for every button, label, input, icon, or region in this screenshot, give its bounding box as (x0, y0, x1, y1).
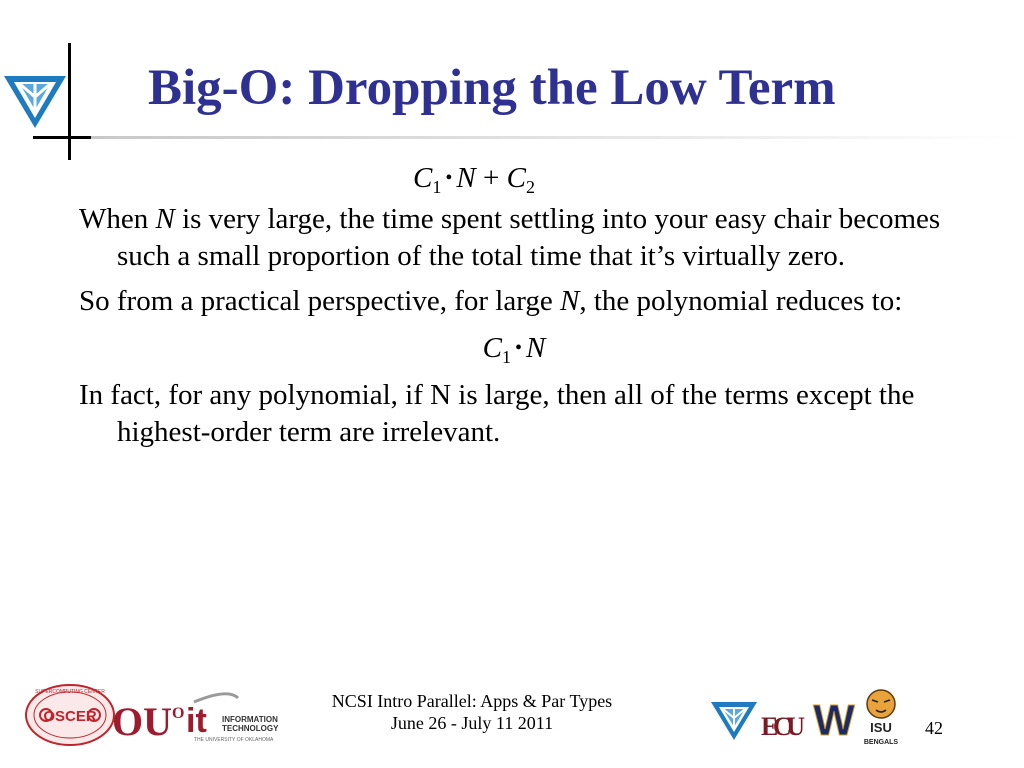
formula-full (79, 158, 869, 201)
formula-n: N (456, 162, 476, 194)
para1-post: is very large, the time spent settling into your easy chair becomes such a small proportion of the total time that it’s virtually zero. (117, 203, 941, 272)
formula2-c1: C (482, 332, 502, 364)
paragraph-practical (79, 283, 959, 320)
triangle-logo-icon (2, 70, 68, 130)
para2-n: N (559, 285, 580, 317)
para2-pre: So from a practical perspective, for large (79, 285, 560, 317)
page-number: 42 (925, 718, 943, 738)
svg-text:O: O (172, 705, 185, 722)
slide-body (79, 158, 959, 459)
oit-label-2: TECHNOLOGY (222, 724, 279, 733)
wsu-logo-icon (806, 696, 862, 745)
formula-c2-sub: 2 (525, 177, 535, 197)
oit-label-3: THE UNIVERSITY OF OKLAHOMA (194, 737, 274, 743)
ou-text: OU (112, 699, 172, 744)
wsu-text: W (813, 696, 855, 745)
formula-plus: + (483, 162, 500, 194)
isu-bengals-logo-icon (862, 688, 900, 750)
oit-text: it (186, 702, 207, 740)
footer-line-1: NCSI Intro Parallel: Apps & Par Types (331, 691, 613, 711)
isu-text: ISU (870, 720, 892, 735)
ou-logo-icon (112, 683, 172, 749)
oit-label-1: INFORMATION (222, 715, 278, 724)
ou-it-logo-icon (168, 688, 288, 744)
header-horizontal-line (33, 136, 91, 139)
title-rule (91, 136, 1024, 139)
formula-c2: C (506, 162, 526, 194)
para1-n: N (155, 203, 175, 235)
formula-c1: C (413, 162, 433, 194)
ecu-logo-icon (759, 697, 807, 747)
formula-dot: • (445, 167, 453, 189)
oscer-ring-text: SUPERCOMPUTING CENTER (35, 689, 105, 695)
oscer-logo-icon (24, 683, 116, 747)
oscer-text: OSCER (43, 708, 97, 725)
formula2-c1-sub: 1 (501, 347, 511, 367)
formula2-n: N (526, 332, 546, 364)
slide-title: Big-O: Dropping the Low Term (148, 60, 836, 116)
formula2-dot: • (514, 337, 522, 359)
isu-label: BENGALS (863, 739, 899, 746)
footer-caption (300, 690, 644, 734)
formula-reduced (79, 328, 949, 371)
para1-pre: When (79, 203, 156, 235)
formula-c1-sub: 1 (432, 177, 442, 197)
footer-line-2: June 26 - July 11 2011 (390, 713, 554, 733)
paragraph-large-n (79, 201, 959, 275)
para2-post: , the polynomial reduces to: (579, 285, 903, 317)
ecu-text: ECU (761, 712, 805, 741)
footer-triangle-logo-icon (710, 698, 758, 742)
header-vertical-line (68, 43, 71, 160)
paragraph-polynomial: In fact, for any polynomial, if N is large, then all of the terms except the highest-order term are irrelevant. (79, 379, 915, 448)
